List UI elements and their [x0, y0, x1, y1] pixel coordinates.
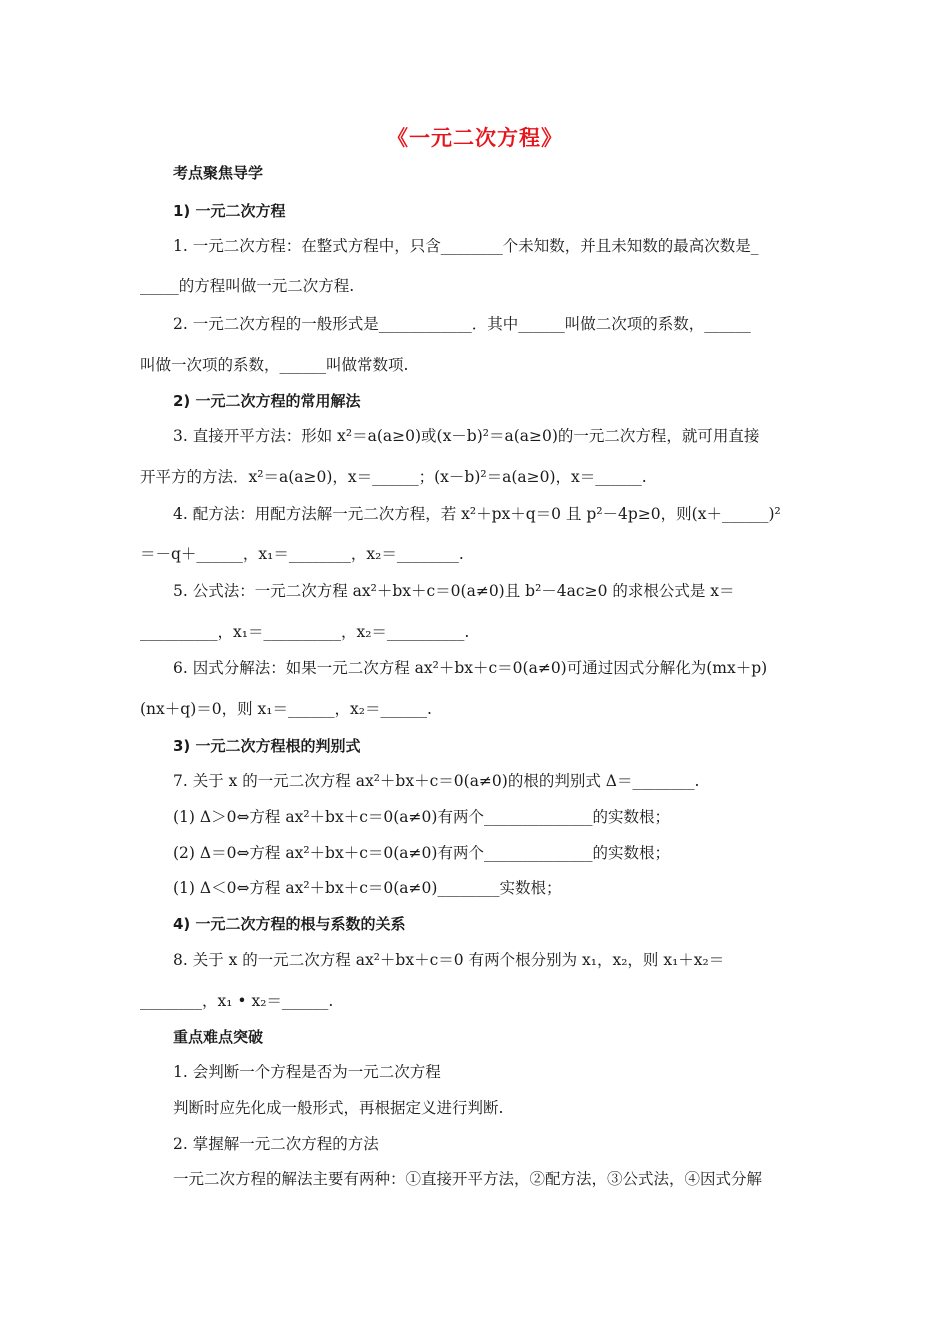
text-line: 开平方的方法．x²＝a(a≥0)，x＝______；(x－b)²＝a(a≥0)，x＝______. [140, 468, 647, 486]
text-line: (nx＋q)＝0，则 x₁＝______，x₂＝______. [140, 700, 432, 718]
text-line: 1. 一元二次方程：在整式方程中，只含________个未知数，并且未知数的最高次数是_ [173, 237, 759, 255]
section-heading: 1) 一元二次方程 [173, 202, 286, 220]
text-line: ________，x₁ • x₂＝______. [140, 992, 334, 1010]
text-line: _____的方程叫做一元二次方程. [140, 277, 355, 295]
text-line: 1. 会判断一个方程是否为一元二次方程 [173, 1063, 441, 1081]
text-line: 2. 一元二次方程的一般形式是____________．其中______叫做二次项的系数，______ [173, 315, 751, 333]
text-line: 2. 掌握解一元二次方程的方法 [173, 1135, 379, 1153]
text-line: 4. 配方法：用配方法解一元二次方程，若 x²＋px＋q＝0 且 p²－4p≥0，则(x＋______)² [173, 505, 781, 523]
text-line: ＝－q＋______，x₁＝________，x₂＝________. [140, 545, 464, 563]
document-title: 《一元二次方程》 [387, 126, 563, 150]
section-heading: 重点难点突破 [173, 1028, 264, 1046]
section-heading: 3) 一元二次方程根的判别式 [173, 737, 361, 755]
text-line: 叫做一次项的系数，______叫做常数项. [140, 356, 409, 374]
text-line: 3. 直接开平方法：形如 x²＝a(a≥0)或(x－b)²＝a(a≥0)的一元二次方程，就可用直接 [173, 427, 760, 445]
text-line: __________，x₁＝__________，x₂＝__________. [140, 623, 470, 641]
text-line: 7. 关于 x 的一元二次方程 ax²＋bx＋c＝0(a≠0)的根的判别式 Δ＝________. [173, 772, 700, 790]
text-line: 判断时应先化成一般形式，再根据定义进行判断. [173, 1099, 504, 1117]
text-line: (2) Δ＝0⇔方程 ax²＋bx＋c＝0(a≠0)有两个______________的实数根； [173, 844, 670, 862]
text-line: (1) Δ＞0⇔方程 ax²＋bx＋c＝0(a≠0)有两个______________的实数根； [173, 808, 670, 826]
section-heading: 考点聚焦导学 [173, 164, 264, 182]
section-heading: 2) 一元二次方程的常用解法 [173, 392, 361, 410]
text-line: 一元二次方程的解法主要有两种：①直接开平方法，②配方法，③公式法，④因式分解 [173, 1170, 763, 1188]
text-line: 5. 公式法：一元二次方程 ax²＋bx＋c＝0(a≠0)且 b²－4ac≥0 的求根公式是 x＝ [173, 582, 735, 600]
text-line: (1) Δ＜0⇔方程 ax²＋bx＋c＝0(a≠0)________实数根； [173, 879, 562, 897]
text-line: 6. 因式分解法：如果一元二次方程 ax²＋bx＋c＝0(a≠0)可通过因式分解化为(mx＋p) [173, 659, 768, 677]
text-line: 8. 关于 x 的一元二次方程 ax²＋bx＋c＝0 有两个根分别为 x₁，x₂，则 x₁＋x₂＝ [173, 951, 725, 969]
section-heading: 4) 一元二次方程的根与系数的关系 [173, 915, 406, 933]
